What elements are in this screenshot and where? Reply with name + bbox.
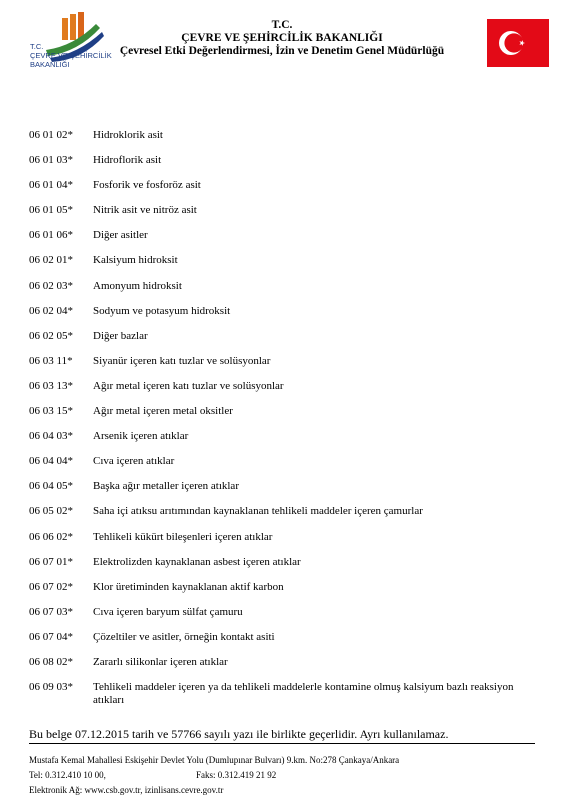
waste-code: 06 07 02* [29,580,73,593]
waste-description: Cıva içeren baryum sülfat çamuru [93,605,243,618]
waste-description: Klor üretiminden kaynaklanan aktif karbon [93,580,284,593]
waste-description: Saha içi atıksu arıtımından kaynaklanan tehlikeli maddeler içeren çamurlar [93,505,423,518]
header-title [112,19,452,58]
turkish-flag-icon [487,19,549,67]
waste-code: 06 05 02* [29,505,73,518]
waste-description: Hidroklorik asit [93,129,163,141]
waste-description: Siyanür içeren katı tuzlar ve solüsyonlar [93,354,271,367]
waste-code-row [29,305,539,330]
waste-code: 06 01 05* [29,204,73,217]
waste-code-row [29,154,539,179]
waste-code-row [29,280,539,305]
footer-fax: Faks: 0.312.419 21 92 [196,770,277,780]
waste-code-row [29,330,539,355]
ministry-logo [26,12,126,82]
waste-code: 06 07 03* [29,605,73,618]
waste-description: Cıva içeren atıklar [93,455,175,468]
waste-code-row [29,505,539,530]
waste-code-row [29,480,539,505]
waste-code: 06 01 04* [29,179,73,192]
waste-code: 06 07 01* [29,555,73,568]
waste-code-row [29,430,539,455]
waste-code-row [29,606,539,631]
waste-code-row [29,631,539,656]
waste-code-row [29,355,539,380]
waste-description: Diğer bazlar [93,329,148,342]
footer-address: Mustafa Kemal Mahallesi Eskişehir Devlet Yolu (Dumlupınar Bulvarı) 9.km. No:278 Çankaya/Ankara [29,755,400,765]
waste-code-row [29,129,539,154]
waste-description: Tehlikeli kükürt bileşenleri içeren atıklar [93,530,273,543]
waste-code-row [29,656,539,681]
waste-code: 06 04 03* [29,430,73,443]
waste-description: Tehlikeli maddeler içeren ya da tehlikeli maddelerle kontamine olmuş kalsiyum bazlı reaksiyon atıkları [93,681,514,707]
waste-code: 06 04 04* [29,455,73,468]
waste-code: 06 01 02* [29,129,73,141]
waste-code-row [29,581,539,606]
waste-description: Elektrolizden kaynaklanan asbest içeren atıklar [93,555,301,568]
waste-code-row [29,179,539,204]
header-line-ministry: ÇEVRE VE ŞEHİRCİLİK BAKANLIĞI [181,32,383,44]
waste-code-row [29,254,539,279]
waste-code: 06 02 04* [29,304,73,317]
waste-code: 06 03 11* [29,354,73,367]
waste-code-row [29,229,539,254]
waste-code: 06 07 04* [29,630,73,643]
waste-code-row [29,531,539,556]
waste-code: 06 01 03* [29,154,73,167]
waste-code-row [29,405,539,430]
waste-code-list [29,129,539,717]
waste-code: 06 03 13* [29,379,73,392]
waste-code: 06 02 05* [29,329,73,342]
waste-code-row [29,455,539,480]
footer-tel: Tel: 0.312.410 10 00, [29,770,106,780]
document-header [0,0,564,90]
waste-description: Ağır metal içeren katı tuzlar ve solüsyonlar [93,379,284,392]
waste-description: Başka ağır metaller içeren atıklar [93,480,239,493]
document-footer [29,753,539,798]
waste-description: Fosforik ve fosforöz asit [93,179,201,192]
footer-divider [29,743,535,744]
waste-description: Kalsiyum hidroksit [93,254,178,267]
waste-code: 06 09 03* [29,681,73,694]
footer-web: Elektronik Ağ: www.csb.gov.tr, izinlisans.cevre.gov.tr [29,785,224,795]
waste-code: 06 06 02* [29,530,73,543]
waste-code: 06 04 05* [29,480,73,493]
waste-description: Ağır metal içeren metal oksitler [93,405,233,418]
waste-description: Amonyum hidroksit [93,279,182,292]
waste-code-row [29,556,539,581]
waste-description: Hidroflorik asit [93,154,162,167]
footer-phone-row [29,768,539,783]
validity-note: Bu belge 07.12.2015 tarih ve 57766 sayılı yazı ile birlikte geçerlidir. Ayrı kullanılamaz. [29,727,449,741]
header-line-directorate: Çevresel Etki Değerlendirmesi, İzin ve Denetim Genel Müdürlüğü [119,45,445,57]
logo-text: T.C. ÇEVRE VE ŞEHİRCİLİK BAKANLIĞI [30,42,112,69]
waste-code: 06 02 03* [29,279,73,292]
waste-code: 06 03 15* [29,405,73,418]
waste-code: 06 02 01* [29,254,73,267]
waste-description: Sodyum ve potasyum hidroksit [93,304,231,317]
header-line-tc: T.C. [271,19,293,31]
waste-code-row [29,681,539,717]
waste-description: Çözeltiler ve asitler, örneğin kontakt asiti [93,630,275,643]
waste-code: 06 08 02* [29,655,73,668]
waste-description: Arsenik içeren atıklar [93,430,189,443]
waste-code-row [29,380,539,405]
waste-description: Diğer asitler [93,229,148,242]
waste-code-row [29,204,539,229]
waste-description: Zararlı silikonlar içeren atıklar [93,655,228,668]
waste-description: Nitrik asit ve nitröz asit [93,204,197,217]
waste-code: 06 01 06* [29,229,73,242]
